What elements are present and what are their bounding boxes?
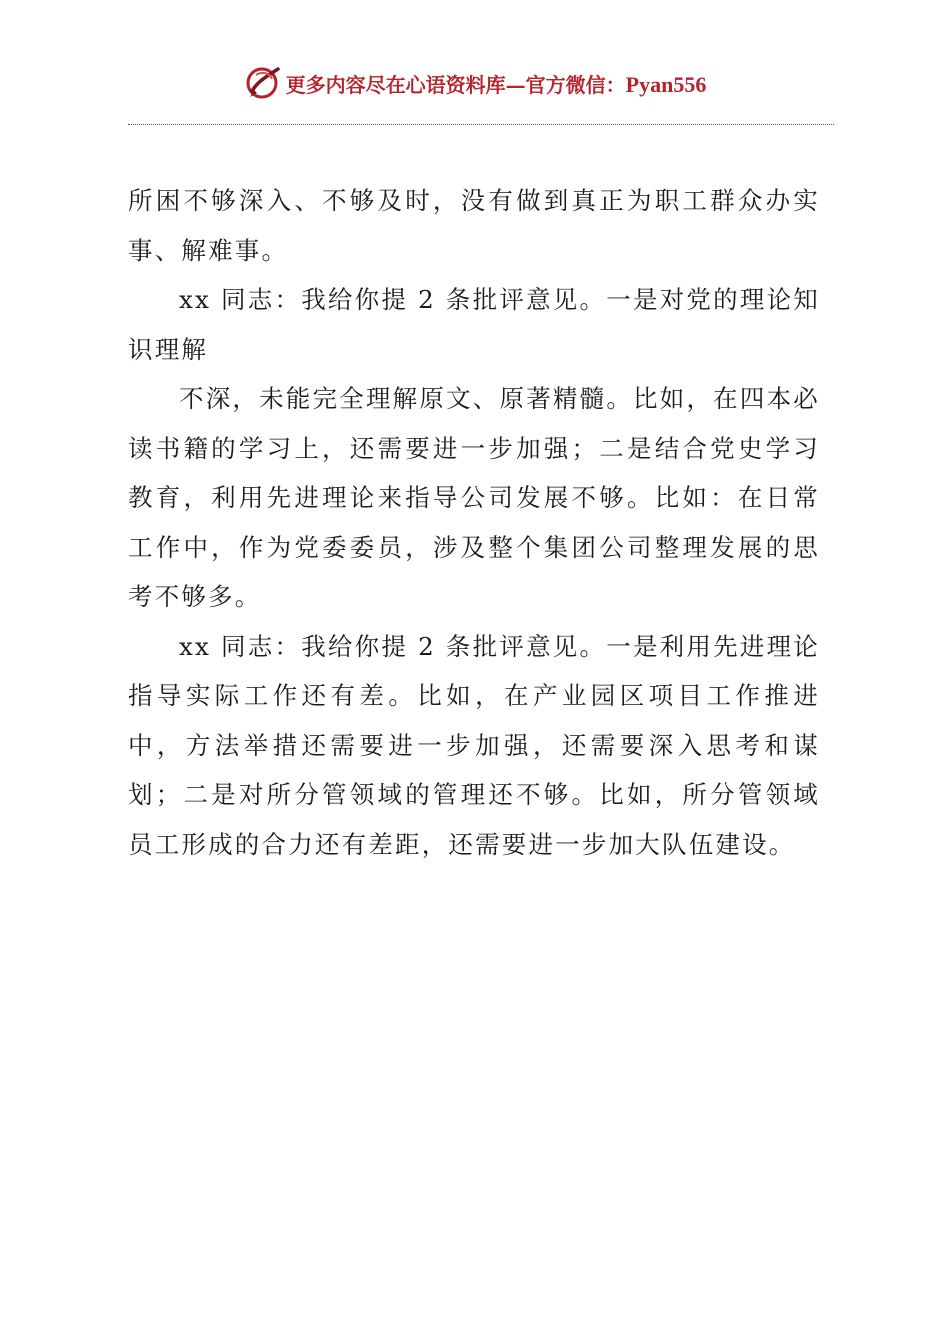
header-dash: — xyxy=(505,72,526,97)
header-text xyxy=(286,69,707,98)
pen-swirl-logo-icon xyxy=(244,63,284,103)
paragraph-2: xx 同志：我给你提 2 条批评意见。一是对党的理论知识理解 xyxy=(128,285,820,364)
header-brand: 更多内容尽在心语资料库 xyxy=(285,72,506,97)
paragraph-4: xx 同志：我给你提 2 条批评意见。一是利用先进理论指导实际工作还有差。比如，在产业园区项目工作推进中，方法举措还需要进一步加强，还需要深入思考和谋划；二是对所分管领域的管理还不够。比如，所分管领域员工形成的合力还有差距，还需要进一步加大队伍建设。 xyxy=(128,631,820,859)
document-body xyxy=(128,176,820,869)
header-divider xyxy=(128,124,834,125)
header-wechat-id: Pyan556 xyxy=(625,71,707,97)
paragraph-1: 所困不够深入、不够及时，没有做到真正为职工群众办实事、解难事。 xyxy=(128,186,820,265)
page-header xyxy=(0,58,950,108)
header-wechat-label: 官方微信： xyxy=(525,72,626,97)
paragraph-3: 不深，未能完全理解原文、原著精髓。比如，在四本必读书籍的学习上，还需要进一步加强；二是结合党史学习教育，利用先进理论来指导公司发展不够。比如：在日常工作中，作为党委委员，涉及整个集团公司整理发展的思考不够多。 xyxy=(128,384,820,611)
